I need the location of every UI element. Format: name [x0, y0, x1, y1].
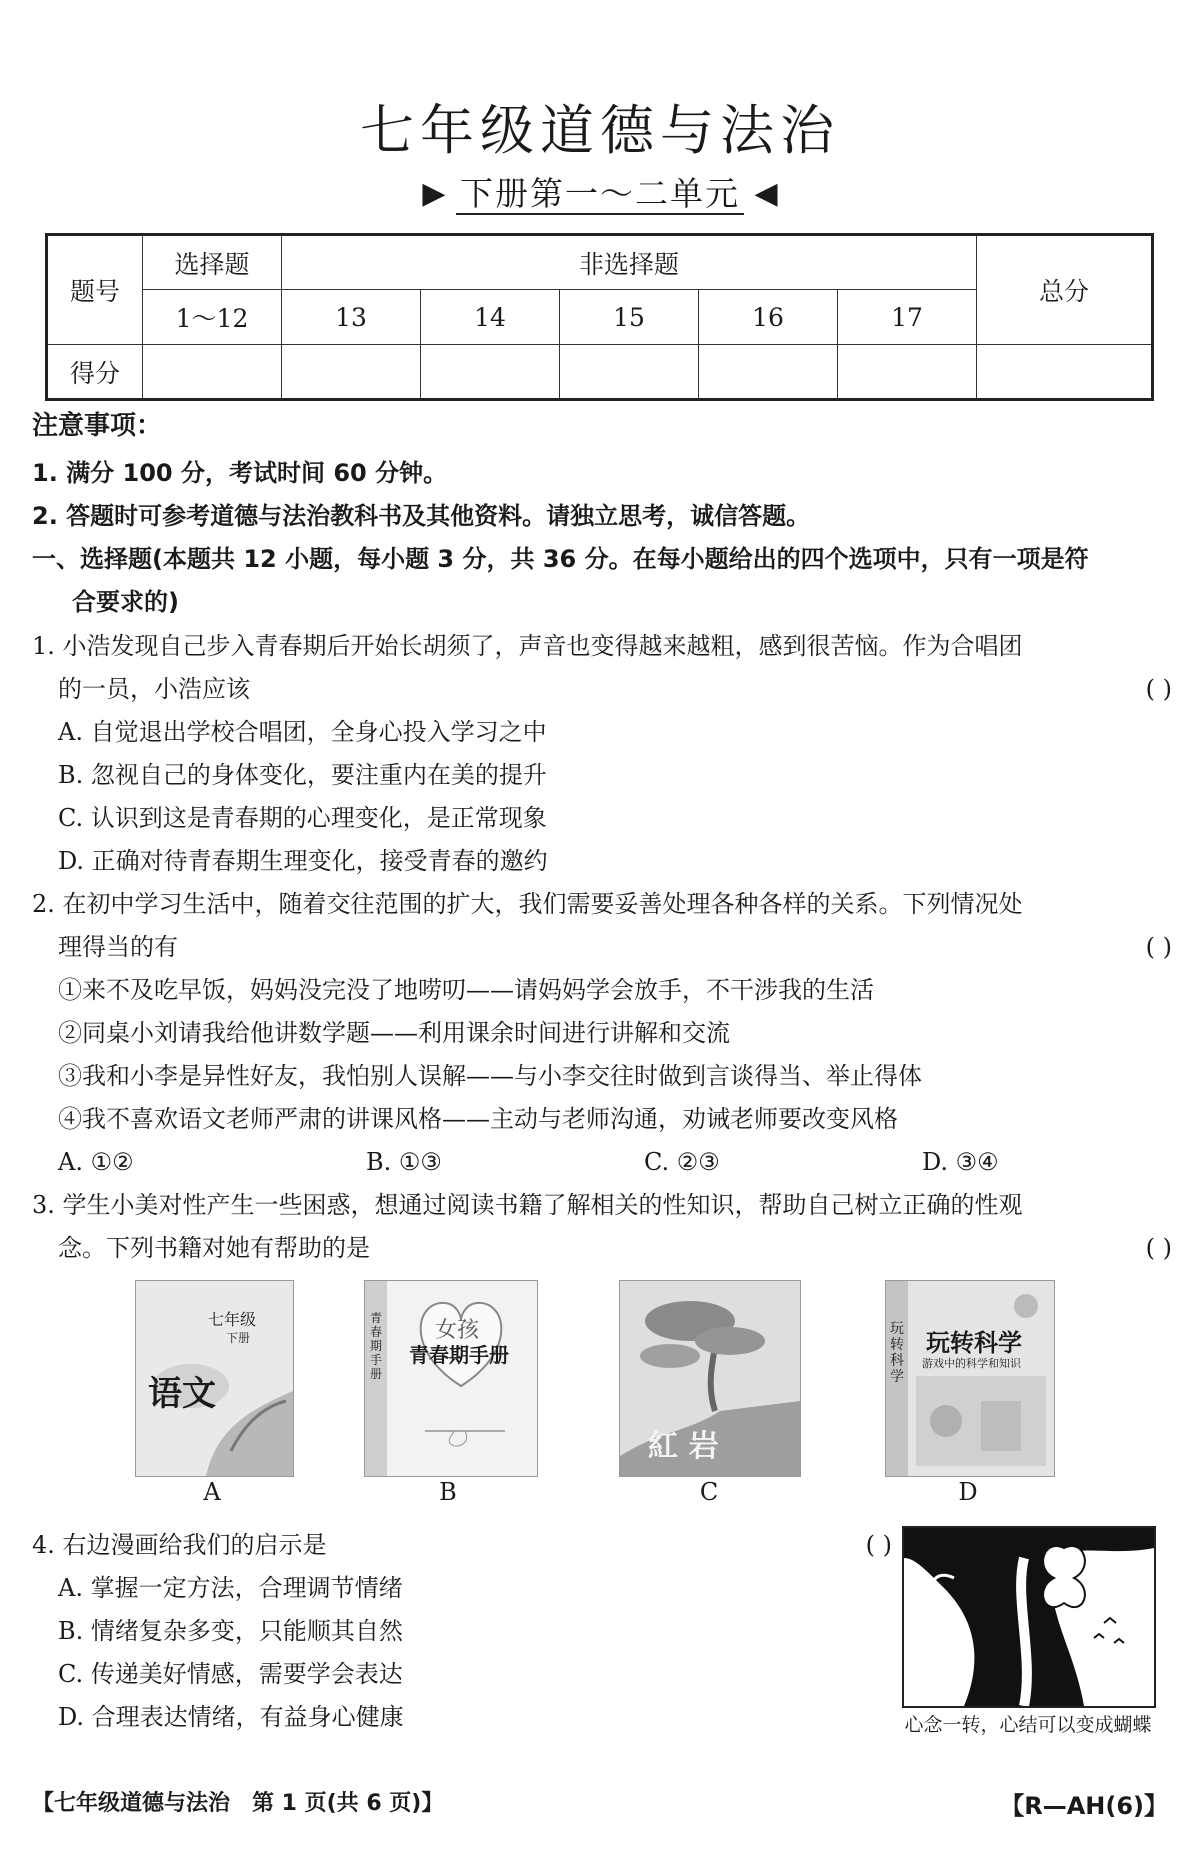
- cell-defen: 得分: [47, 345, 143, 400]
- cell-choice: 选择题: [143, 235, 282, 290]
- answer-blank[interactable]: ( ): [1145, 1234, 1172, 1262]
- statement-2: ②同桌小刘请我给他讲数学题——利用课余时间进行讲解和交流: [58, 1019, 730, 1047]
- cell-nonchoice: 非选择题: [282, 235, 977, 290]
- note-item: 2. 答题时可参考道德与法治教科书及其他资料。请独立思考，诚信答题。: [32, 502, 811, 530]
- cartoon-caption: 心念一转，心结可以变成蝴蝶: [904, 1714, 1152, 1736]
- option-c[interactable]: C. 认识到这是青春期的心理变化，是正常现象: [58, 804, 547, 832]
- option-a[interactable]: A. 掌握一定方法，合理调节情绪: [58, 1574, 403, 1602]
- answer-blank[interactable]: ( ): [1145, 675, 1172, 703]
- right-triangle-icon: ▶: [422, 176, 446, 211]
- statement-4: ④我不喜欢语文老师严肃的讲课风格——主动与老师沟通，劝诫老师要改变风格: [58, 1105, 898, 1133]
- book-b-heart: [365, 1281, 537, 1476]
- cartoon-illustration: [902, 1526, 1156, 1708]
- option-d[interactable]: D. 正确对待青春期生理变化，接受青春的邀约: [58, 847, 548, 875]
- book-label-d: D: [958, 1478, 978, 1506]
- score-input-cell[interactable]: [143, 345, 282, 400]
- question-stem-cont: 的一员，小浩应该: [58, 675, 250, 703]
- option-b[interactable]: B. ①③: [366, 1148, 442, 1176]
- book-b-spine-text: 青春期手册: [370, 1311, 383, 1381]
- cell-total: 总分: [977, 235, 1153, 345]
- statement-3: ③我和小李是异性好友，我怕别人误解——与小李交往时做到言谈得当、举止得体: [58, 1062, 922, 1090]
- option-c[interactable]: C. ②③: [644, 1148, 720, 1176]
- book-label-a: A: [203, 1478, 221, 1506]
- score-input-cell[interactable]: [282, 345, 421, 400]
- score-input-cell[interactable]: [560, 345, 699, 400]
- score-input-cell[interactable]: [699, 345, 838, 400]
- subtitle-text: 下册第一～二单元: [456, 174, 744, 215]
- book-cover-d[interactable]: [885, 1280, 1055, 1477]
- section-heading-cont: 合要求的): [72, 588, 179, 616]
- book-label-c: C: [699, 1478, 719, 1506]
- cell-num: 14: [421, 290, 560, 345]
- answer-blank[interactable]: ( ): [865, 1531, 892, 1559]
- left-triangle-icon: ◀: [754, 176, 778, 211]
- book-label-b: B: [439, 1478, 457, 1506]
- book-d-spine-text: 玩转科学: [890, 1321, 904, 1385]
- book-cover-b[interactable]: [364, 1280, 538, 1477]
- note-item: 1. 满分 100 分，考试时间 60 分钟。: [32, 459, 448, 487]
- question-stem-cont: 理得当的有: [58, 933, 178, 961]
- section-heading: 一、选择题(本题共 12 小题，每小题 3 分，共 36 分。在每小题给出的四个选项中，只有一项是符: [32, 545, 1089, 573]
- score-table: [45, 233, 1154, 401]
- cell-choice-range: 1～12: [143, 290, 282, 345]
- cell-num: 15: [560, 290, 699, 345]
- question-stem: 4. 右边漫画给我们的启示是: [32, 1531, 327, 1559]
- score-input-cell[interactable]: [838, 345, 977, 400]
- footer-right: 【R—AH(6)】: [1000, 1792, 1168, 1820]
- cell-tihao: 题号: [47, 235, 143, 345]
- book-d-illustration: [886, 1281, 1054, 1476]
- score-input-cell[interactable]: [977, 345, 1153, 400]
- footer-left: 【七年级道德与法治 第 1 页(共 6 页)】: [32, 1791, 444, 1816]
- book-b-title: 青春期手册: [409, 1343, 509, 1367]
- score-input-cell[interactable]: [421, 345, 560, 400]
- option-a[interactable]: A. 自觉退出学校合唱团，全身心投入学习之中: [58, 718, 547, 746]
- cell-num: 13: [282, 290, 421, 345]
- book-a-title: 语文: [148, 1374, 216, 1414]
- question-stem: 1. 小浩发现自己步入青春期后开始长胡须了，声音也变得越来越粗，感到很苦恼。作为合唱团: [32, 632, 1023, 660]
- option-a[interactable]: A. ①②: [58, 1148, 134, 1176]
- cell-num: 16: [699, 290, 838, 345]
- option-b[interactable]: B. 情绪复杂多变，只能顺其自然: [58, 1617, 403, 1645]
- option-d[interactable]: D. 合理表达情绪，有益身心健康: [58, 1703, 404, 1731]
- page-subtitle: [0, 168, 1200, 215]
- book-c-title: 紅 岩: [648, 1429, 719, 1464]
- book-a-grade: 七年级: [208, 1310, 257, 1329]
- question-stem: 2. 在初中学习生活中，随着交往范围的扩大，我们需要妥善处理各种各样的关系。下列情况处: [32, 890, 1023, 918]
- option-c[interactable]: C. 传递美好情感，需要学会表达: [58, 1660, 403, 1688]
- book-cover-c[interactable]: [619, 1280, 801, 1477]
- book-b-top: 女孩: [435, 1318, 480, 1343]
- cell-num: 17: [838, 290, 977, 345]
- answer-blank[interactable]: ( ): [1145, 933, 1172, 961]
- book-cover-a[interactable]: [135, 1280, 294, 1477]
- book-a-volume: 下册: [226, 1331, 251, 1345]
- notes-heading: 注意事项：: [32, 411, 163, 441]
- statement-1: ①来不及吃早饭，妈妈没完没了地唠叨——请妈妈学会放手，不干涉我的生活: [58, 976, 874, 1004]
- tree-butterfly-drawing: [904, 1528, 1154, 1706]
- book-d-subtitle: 游戏中的科学和知识: [922, 1357, 1021, 1370]
- book-d-title: 玩转科学: [926, 1328, 1022, 1357]
- option-d[interactable]: D. ③④: [922, 1148, 999, 1176]
- page-title: 七年级道德与法治: [360, 99, 840, 162]
- question-stem-cont: 念。下列书籍对她有帮助的是: [58, 1234, 370, 1262]
- question-stem: 3. 学生小美对性产生一些困惑，想通过阅读书籍了解相关的性知识，帮助自己树立正确的性观: [32, 1191, 1023, 1219]
- option-b[interactable]: B. 忽视自己的身体变化，要注重内在美的提升: [58, 761, 547, 789]
